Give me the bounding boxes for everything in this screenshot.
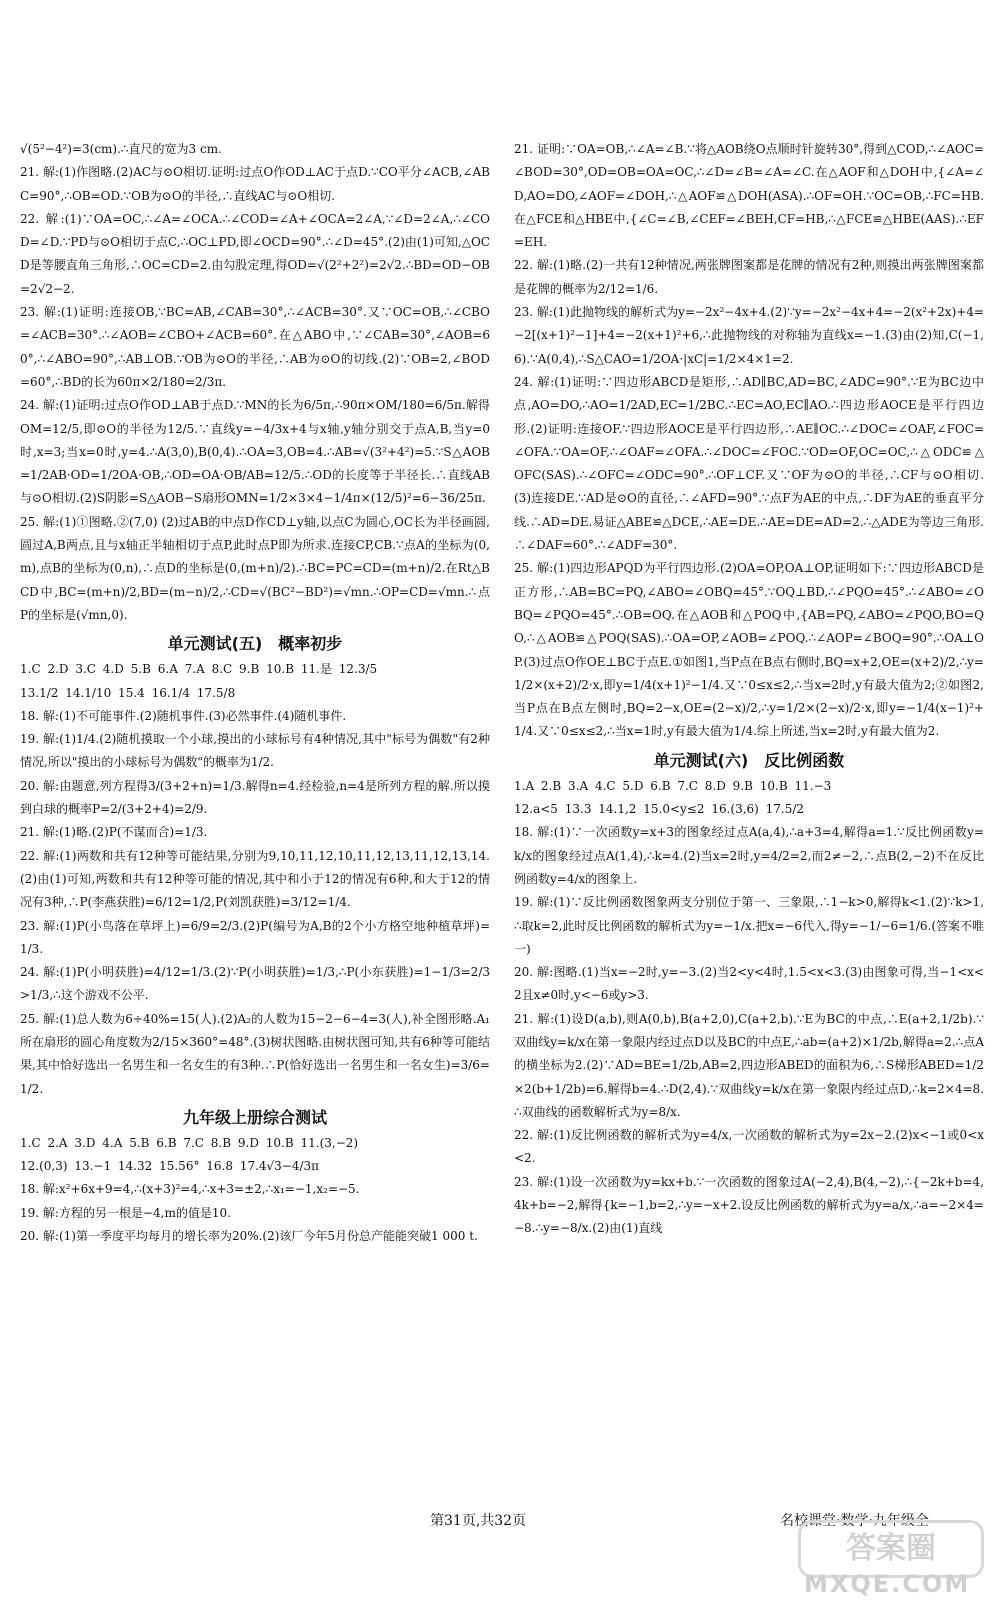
- choice-answers: 12.a<5 13.3 14.1,2 15.0<y≤2 16.(3,6) 17.5/2: [514, 802, 805, 817]
- answer-paragraph: 20. 解:(1)第一季度平均每月的增长率为20%.(2)该厂今年5月份总产能能突破1 000 t.: [20, 1229, 478, 1244]
- choice-answers: 12.(0,3) 13.−1 14.32 15.56° 16.8 17.4√3−4/3π: [20, 1159, 320, 1174]
- answer-paragraph: 23. 解:(1)P(小鸟落在草坪上)=6/9=2/3.(2)P(编号为A,B的2个小方格空地种植草坪)=1/3.: [20, 918, 490, 956]
- answer-paragraph: 22. 解:(1)略.(2)一共有12种情况,两张牌图案都是花牌的情况有2种,则摸出两张牌图案都是花牌的概率为2/12=1/6.: [514, 258, 984, 296]
- answer-paragraph: 21. 解:(1)作图略.(2)AC与⊙O相切.证明:过点O作OD⊥AC于点D.∵CO平分∠ACB,∠ABC=90°,∴OB=OD.∵OB为⊙O的半径,∴直线AC与⊙O相切.: [20, 165, 490, 203]
- answer-paragraph: 22. 解:(1)∵OA=OC,∴∠A=∠OCA.∴∠COD=∠A+∠OCA=2∠A,∵∠D=2∠A,∴∠COD=∠D.∵PD与⊙O相切于点C,∴OC⊥PD,即∠OCD=90°.∴∠D=45°.(2)由(1)可知,△OCD是等腰直角三角形,∴OC=CD=2.由勾股定理,得OD=√(2²+2²)=2√2.∴BD=OD−OB=2√2−2.: [20, 211, 490, 296]
- answer-paragraph: 18. 解:x²+6x+9=4,∴(x+3)²=4,∴x+3=±2,∴x₁=−1,x₂=−5.: [20, 1182, 360, 1197]
- answer-paragraph: 18. 解:(1)∵一次函数y=x+3的图象经过点A(a,4),∴a+3=4,解得a=1.∵反比例函数y=k/x的图象经过点A(1,4),∴k=4.(2)当x=2时,y=4/2=2,而2≠−2,∴点B(2,−2)不在反比例函数y=4/x的图象上.: [514, 825, 984, 886]
- section-heading: 九年级上册综合测试: [182, 1107, 327, 1127]
- watermark: [798, 1520, 988, 1598]
- answer-paragraph: 23. 解:(1)此抛物线的解析式为y=−2x²−4x+4.(2)∵y=−2x²−4x+4=−2(x²+2x)+4=−2[(x+1)²−1]+4=−2(x+1)²+6,∴此抛物线的对称轴为直线x=−1.(3)由(2)知,C(−1,6).∵A(0,4),∴S△CAO=1/2OA·|xC|=1/2×4×1=2.: [514, 305, 984, 366]
- answer-paragraph: 19. 解:方程的另一根是−4,m的值是10.: [20, 1205, 231, 1220]
- answer-paragraph: 24. 解:(1)P(小明获胜)=4/12=1/3.(2)∵P(小明获胜)=1/3,∴P(小东获胜)=1−1/3=2/3>1/3,∴这个游戏不公平.: [20, 965, 490, 1003]
- answer-paragraph: 20. 解:由题意,列方程得3/(3+2+n)=1/3.解得n=4.经检验,n=4是所列方程的解.所以摸到白球的概率P=2/(3+2+4)=2/9.: [20, 778, 490, 817]
- answer-paragraph: 22. 解:(1)反比例函数的解析式为y=4/x,一次函数的解析式为y=2x−2.(2)x<−1或0<x<2.: [514, 1128, 984, 1166]
- answer-paragraph: √(5²−4²)=3(cm).∴直尺的宽为3 cm.: [20, 142, 222, 156]
- answer-paragraph: 21. 解:(1)略.(2)P(不谋而合)=1/3.: [20, 825, 208, 840]
- answer-paragraph: 24. 解:(1)证明:∵四边形ABCD是矩形,∴AD∥BC,AD=BC,∠ADC=90°.∵E为BC边中点,AO=DO,∴AO=1/2AD,EC=1/2BC.∴EC=AO,EC∥AO.∴四边形AOCE是平行四边形.(2)证明:连接OF.∵四边形AOCE是平行四边形,∴AE∥OC.∴∠DOC=∠OAF,∠FOC=∠OFA.∵OA=OF,∴∠OAF=∠OFA.∴∠DOC=∠FOC.∵OD=OF,OC=OC,∴△ODC≌△OFC(SAS).∴∠OFC=∠ODC=90°.∴OF⊥CF.又∵OF为⊙O的半径,∴CF与⊙O相切.(3)连接DE.∵AD是⊙O的直径,∴∠AFD=90°.∵点F为AE的中点,∴DF为AE的垂直平分线.∴AD=DE.易证△ABE≌△DCE,∴AE=DE.∴AE=DE=AD=2.∴△ADE为等边三角形.∴∠DAF=60°.∴∠ADF=30°.: [514, 374, 984, 553]
- watermark-url: MXQE.COM: [804, 1570, 971, 1598]
- choice-answers: 1.C 2.D 3.C 4.D 5.B 6.A 7.A 8.C 9.B 10.B 11.是 12.3/5: [20, 662, 378, 677]
- choice-answers: 1.C 2.A 3.D 4.A 5.B 6.B 7.C 8.B 9.D 10.B 11.(3,−2): [20, 1135, 359, 1150]
- answer-paragraph: 19. 解:(1)1/4.(2)随机摸取一个小球,摸出的小球标号有4种情况,其中"标号为偶数"有2种情况,所以"摸出的小球标号为偶数"的概率为1/2.: [20, 732, 490, 770]
- choice-answers: 1.A 2.B 3.A 4.C 5.D 6.B 7.C 8.D 9.B 10.B 11.−3: [514, 778, 832, 793]
- answer-paragraph: 21. 证明:∵OA=OB,∴∠A=∠B.∵将△AOB绕O点顺时针旋转30°,得到△COD,∴∠AOC=∠BOD=30°,OD=OB=OA=OC,∴∠D=∠B=∠A=∠C.在△AOF和△DOH中,{∠A=∠D,AO=DO,∠AOF=∠DOH,∴△AOF≌△DOH(ASA).∴OF=OH.∵OC=OB,∴FC=HB.在△FCE和△HBE中,{∠C=∠B,∠CEF=∠BEH,CF=HB,∴△FCE≌△HBE(AAS).∴EF=EH.: [514, 142, 984, 250]
- right-column: [514, 138, 984, 1241]
- left-column: [20, 138, 490, 1248]
- answer-paragraph: 23. 解:(1)设一次函数为y=kx+b.∵一次函数的图象过A(−2,4),B(4,−2),∴{−2k+b=4,4k+b=−2,解得{k=−1,b=2,∴y=−x+2.设反比例函数的解析式为y=a/x,∴a=−2×4=−8.∴y=−8/x.(2)由(1)直线: [514, 1174, 984, 1236]
- choice-answers: 13.1/2 14.1/10 15.4 16.1/4 17.5/8: [20, 685, 236, 700]
- section-heading: 单元测试(六) 反比例函数: [653, 750, 845, 770]
- answer-paragraph: 25. 解:(1)总人数为6÷40%=15(人).(2)A₂的人数为15−2−6−4=3(人),补全图形略.A₁所在扇形的圆心角度数为2/15×360°=48°.(3)树状图略.由树状图可知,共有6种等可能结果,其中恰好选出一名男生和一名女生的有3种.∴P(恰好选出一名男生和一名女生)=3/6=1/2.: [20, 1011, 490, 1096]
- book-title: 名校课堂·数学·九年级全: [780, 1513, 929, 1529]
- answer-paragraph: 18. 解:(1)不可能事件.(2)随机事件.(3)必然事件.(4)随机事件.: [20, 708, 347, 723]
- answer-paragraph: 22. 解:(1)两数和共有12种等可能结果,分别为9,10,11,12,10,11,12,13,11,12,13,14.(2)由(1)可知,两数和共有12种等可能的情况,其中和小于12的情况有6种,和大于12的情况有3种,∴P(李燕获胜)=6/12=1/2,P(刘凯获胜)=3/12=1/4.: [20, 848, 490, 910]
- answer-paragraph: 25. 解:(1)①图略.②(7,0) (2)过AB的中点D作CD⊥y轴,以点C为圆心,OC长为半径画圆,圆过A,B两点,且与x轴正半轴相切于点P,此时点P即为所求.连接CP,CB.∵点A的坐标为(0,m),点B的坐标为(0,n),∴点D的坐标是(0,(m+n)/2).∴BC=PC=CD=(m+n)/2.在Rt△BCD中,BC=(m+n)/2,BD=(m−n)/2,∴CD=√(BC²−BD²)=√mn.∴OP=CD=√mn.∴点P的坐标是(√mn,0).: [20, 514, 490, 622]
- answer-paragraph: 24. 解:(1)证明:过点O作OD⊥AB于点D.∵MN的长为6/5π,∴90π×OM/180=6/5π.解得OM=12/5,即⊙O的半径为12/5.∵直线y=−4/3x+4与x轴,y轴分别交于点A,B,当y=0时,x=3;当x=0时,y=4.∴A(3,0),B(0,4).∴OA=3,OB=4.∴AB=√(3²+4²)=5.∵S△AOB=1/2AB·OD=1/2OA·OB,∴OD=OA·OB/AB=12/5.∴OD的长度等于半径长.∴直线AB与⊙O相切.(2)S阴影=S△AOB−S扇形OMN=1/2×3×4−1/4π×(12/5)²=6−36/25π.: [20, 398, 490, 506]
- answer-paragraph: 23. 解:(1)证明:连接OB,∵BC=AB,∠CAB=30°,∴∠ACB=30°.又∵OC=OB,∴∠CBO=∠ACB=30°.∴∠AOB=∠CBO+∠ACB=60°.在△ABO中,∵∠CAB=30°,∠AOB=60°,∴∠ABO=90°,∴AB⊥OB.∵OB为⊙O的半径,∴AB为⊙O的切线.(2)∵OB=2,∠BOD=60°,∴BD的长为60π×2/180=2/3π.: [20, 305, 490, 389]
- page-number: 第31页,共32页: [430, 1513, 527, 1529]
- answer-paragraph: 25. 解:(1)四边形APQD为平行四边形.(2)OA=OP,OA⊥OP,证明如下:∵四边形ABCD是正方形,∴AB=BC=PQ,∠ABO=∠OBQ=45°.∵OQ⊥BD,∴∠PQO=45°.∴∠ABO=∠OBQ=∠PQO=45°.∴OB=OQ.在△AOB和△POQ中,{AB=PQ,∠ABO=∠PQO,BO=QO,∴△AOB≌△POQ(SAS).∴OA=OP,∠AOB=∠POQ.∴∠AOP=∠BOQ=90°.∴OA⊥OP.(3)过点O作OE⊥BC于点E.①如图1,当P点在B点右侧时,BQ=x+2,OE=(x+2)/2,∴y=1/2×(x+2)/2·x,即y=1/4(x+1)²−1/4.又∵0≤x≤2,∴当x=2时,y有最大值为2;②如图2,当P点在B点左侧时,BQ=2−x,OE=(2−x)/2,∴y=1/2×(2−x)/2·x,即y=−1/4(x−1)²+1/4.又∵0≤x≤2,∴当x=1时,y有最大值为1/4.综上所述,当x=2时,y有最大值为2.: [514, 561, 984, 739]
- answer-paragraph: 20. 解:图略.(1)当x=−2时,y=−3.(2)当2<y<4时,1.5<x<3.(3)由图象可得,当−1<x<2且x≠0时,y<−6或y>3.: [514, 965, 984, 1003]
- answer-paragraph: 19. 解:(1)∵反比例函数图象两支分别位于第一、三象限,∴1−k>0,解得k<1.(2)∵k>1,∴取k=2,此时反比例函数的解析式为y=−1/x.把x=−6代入,得y=−1/−6=1/6.(答案不唯一): [514, 895, 985, 956]
- answer-paragraph: 21. 解:(1)设D(a,b),则A(0,b),B(a+2,0),C(a+2,b).∵E为BC的中点,∴E(a+2,1/2b).∵双曲线y=k/x在第一象限内经过点D以及BC的中点E,∴ab=(a+2)×1/2b,解得a=2.∴点A的横坐标为2.(2)∵AD=BE=1/2b,AB=2,四边形ABED的面积为6,∴S梯形ABED=1/2×2(b+1/2b)=6.解得b=4.∴D(2,4).∵双曲线y=k/x在第一象限内经过点D,∴k=2×4=8.∴双曲线的函数解析式为y=8/x.: [514, 1011, 984, 1119]
- watermark-logo-text: 答案圈: [846, 1531, 936, 1566]
- section-heading: 单元测试(五) 概率初步: [167, 634, 343, 654]
